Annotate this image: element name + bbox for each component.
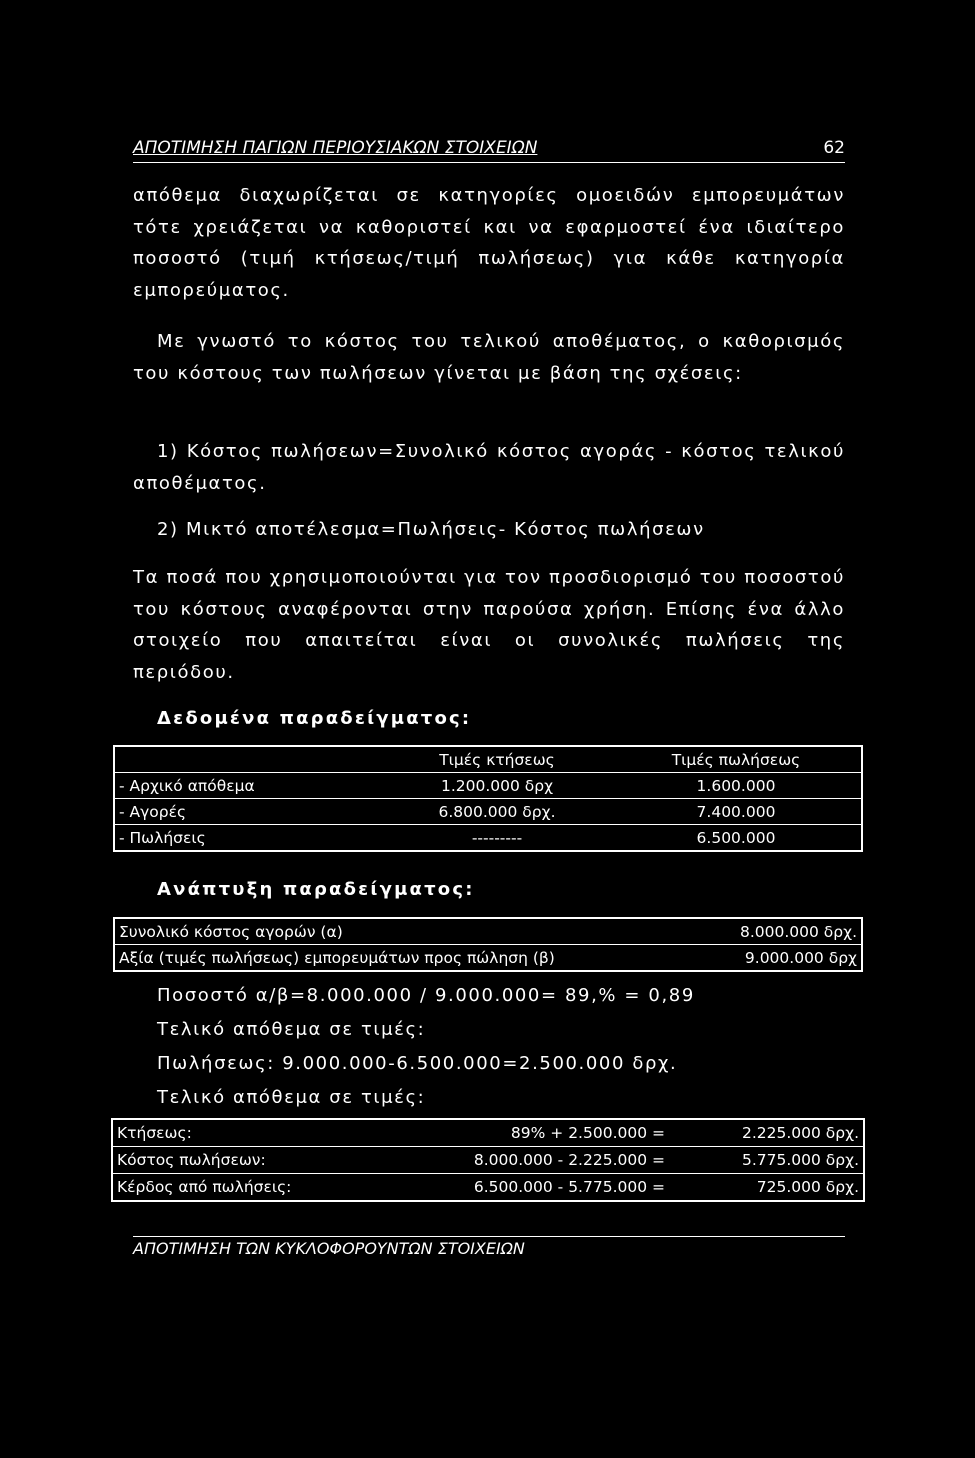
table-cell: - Αρχικό απόθεμα [114, 773, 383, 799]
analysis-table [113, 917, 863, 972]
table-row [112, 1147, 864, 1174]
final-stock-label: Τελικό απόθεμα σε τιμές: [157, 1019, 426, 1040]
intro-paragraph: απόθεμα διαχωρίζεται σε κατηγορίες ομοειδών εμπορευμάτων τότε χρειάζεται να καθοριστεί και να εφαρμοστεί ένα ιδιαίτερο ποσοστό (τιμή κτήσεως/τιμή πωλήσεως) για κάθε κατηγορία εμπορεύματος. [133, 185, 845, 301]
table-row [114, 825, 862, 852]
table-header: Τιμές κτήσεως [383, 746, 611, 773]
formula-2: 2) Μικτό αποτέλεσμα=Πωλήσεις- Κόστος πωλήσεων [157, 519, 705, 540]
table-row [114, 945, 862, 972]
table-row [114, 773, 862, 799]
table-cell: 9.000.000 δρχ [697, 945, 862, 972]
formula-1: 1) Κόστος πωλήσεων=Συνολικό κόστος αγοράς - κόστος τελικού αποθέματος. [133, 441, 845, 494]
table-row [114, 799, 862, 825]
table-cell: 6.500.000 - 5.775.000 = [421, 1174, 669, 1202]
table-cell: 5.775.000 δρχ. [669, 1147, 864, 1174]
table-row [112, 1119, 864, 1147]
table-header-row [114, 746, 862, 773]
data-heading: Δεδομένα παραδείγματος: [157, 708, 472, 729]
analysis-heading: Ανάπτυξη παραδείγματος: [157, 879, 475, 900]
amounts-paragraph: Τα ποσά που χρησιμοποιούνται για τον προσδιορισμό του ποσοστού του κόστους αναφέρονται στην παρούσα χρήση. Επίσης ένα άλλο στοιχείο που απαιτείται είναι οι συνολικές πωλήσεις της περιόδου. [133, 567, 845, 683]
table-cell: 725.000 δρχ. [669, 1174, 864, 1202]
table-cell: - Πωλήσεις [114, 825, 383, 852]
table-cell: 2.225.000 δρχ. [669, 1119, 864, 1147]
table-cell: 8.000.000 - 2.225.000 = [421, 1147, 669, 1174]
example-data-table [113, 745, 863, 852]
ratio-line: Ποσοστό α/β=8.000.000 / 9.000.000= 89,% = 0,89 [157, 985, 695, 1006]
page-header [133, 138, 845, 163]
table-cell: --------- [383, 825, 611, 852]
table-cell: Κέρδος από πωλήσεις: [112, 1174, 421, 1202]
table-cell: 1.200.000 δρχ [383, 773, 611, 799]
table-cell: 8.000.000 δρχ. [697, 918, 862, 945]
results-table [111, 1118, 865, 1202]
page-footer: ΑΠΟΤΙΜΗΣΗ ΤΩΝ ΚΥΚΛΟΦΟΡΟΥΝΤΩΝ ΣΤΟΙΧΕΙΩΝ [133, 1236, 845, 1258]
table-row [112, 1174, 864, 1202]
table-cell: Κτήσεως: [112, 1119, 421, 1147]
final-stock-label-2: Τελικό απόθεμα σε τιμές: [157, 1087, 426, 1108]
sales-line: Πωλήσεως: 9.000.000-6.500.000=2.500.000 δρχ. [157, 1053, 678, 1074]
table-cell: Κόστος πωλήσεων: [112, 1147, 421, 1174]
table-cell: 1.600.000 [611, 773, 862, 799]
table-cell: 6.800.000 δρχ. [383, 799, 611, 825]
table-row [114, 918, 862, 945]
table-cell: Συνολικό κόστος αγορών (α) [114, 918, 697, 945]
header-title: ΑΠΟΤΙΜΗΣΗ ΠΑΓΙΩΝ ΠΕΡΙΟΥΣΙΑΚΩΝ ΣΤΟΙΧΕΙΩΝ [133, 138, 538, 158]
relations-paragraph: Με γνωστό το κόστος του τελικού αποθέματος, ο καθορισμός του κόστους των πωλήσεων γίνεται με βάση της σχέσεις: [133, 331, 845, 384]
page-number: 62 [823, 138, 845, 158]
table-cell: 6.500.000 [611, 825, 862, 852]
table-cell: 89% + 2.500.000 = [421, 1119, 669, 1147]
table-header: Τιμές πωλήσεως [611, 746, 862, 773]
table-cell: 7.400.000 [611, 799, 862, 825]
table-cell: - Αγορές [114, 799, 383, 825]
table-cell: Αξία (τιμές πωλήσεως) εμπορευμάτων προς πώληση (β) [114, 945, 697, 972]
table-header [114, 746, 383, 773]
